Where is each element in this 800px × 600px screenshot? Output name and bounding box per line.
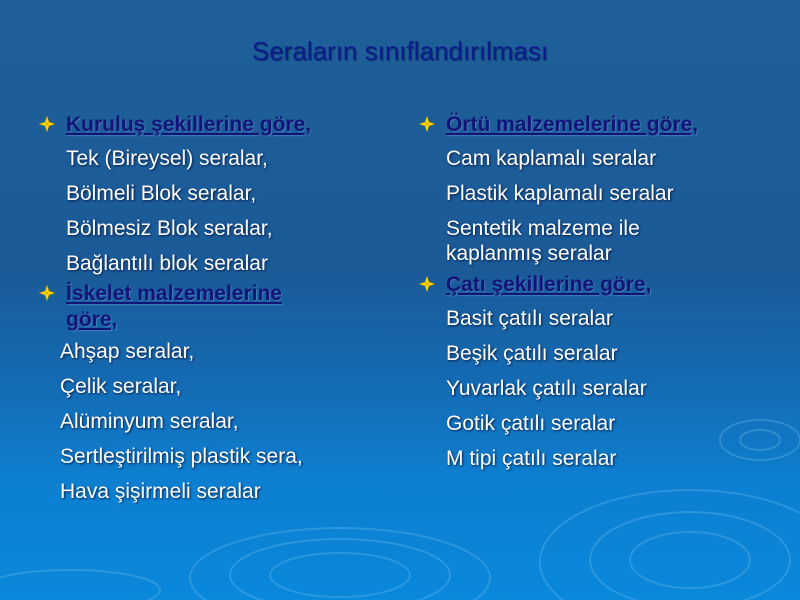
list-item-multiline xyxy=(416,216,786,266)
list-item-line2: kaplanmış seralar xyxy=(446,242,612,265)
diamond-bullet-icon xyxy=(38,115,56,133)
list-item: Beşik çatılı seralar xyxy=(446,342,618,365)
heading-kurulus xyxy=(36,112,396,138)
heading-iskelet-line2: göre, xyxy=(66,308,118,331)
list-item: Tek (Bireysel) seralar, xyxy=(66,147,268,170)
left-column xyxy=(36,112,396,514)
list-item: M tipi çatılı seralar xyxy=(446,447,617,470)
heading-kurulus-text: Kuruluş şekillerine göre, xyxy=(66,113,312,136)
diamond-bullet-icon xyxy=(418,275,436,293)
heading-iskelet xyxy=(36,281,396,333)
list-item-line1: Sentetik malzeme ile xyxy=(446,217,640,240)
list-item: Cam kaplamalı seralar xyxy=(446,147,657,170)
list-item: Bölmeli Blok seralar, xyxy=(66,182,257,205)
heading-ortu xyxy=(416,112,786,138)
list-item: Sertleştirilmiş plastik sera, xyxy=(60,445,303,468)
list-item: Hava şişirmeli seralar xyxy=(60,480,261,503)
list-item: Bağlantılı blok seralar xyxy=(66,252,268,275)
right-column xyxy=(416,112,786,481)
list-item: Plastik kaplamalı seralar xyxy=(446,182,674,205)
heading-ortu-text: Örtü malzemelerine göre, xyxy=(446,113,699,136)
list-item: Alüminyum seralar, xyxy=(60,410,239,433)
list-item: Gotik çatılı seralar xyxy=(446,412,616,435)
slide-title: Seraların sınıflandırılması xyxy=(251,36,549,66)
list-item: Yuvarlak çatılı seralar xyxy=(446,377,647,400)
heading-iskelet-line1: İskelet malzemelerine xyxy=(66,282,282,305)
diamond-bullet-icon xyxy=(418,115,436,133)
heading-cati xyxy=(416,272,786,298)
list-item: Ahşap seralar, xyxy=(60,340,195,363)
diamond-bullet-icon xyxy=(38,284,56,302)
heading-cati-text: Çatı şekillerine göre, xyxy=(446,273,652,296)
list-item: Basit çatılı seralar xyxy=(446,307,613,330)
list-item: Bölmesiz Blok seralar, xyxy=(66,217,273,240)
list-item: Çelik seralar, xyxy=(60,375,182,398)
